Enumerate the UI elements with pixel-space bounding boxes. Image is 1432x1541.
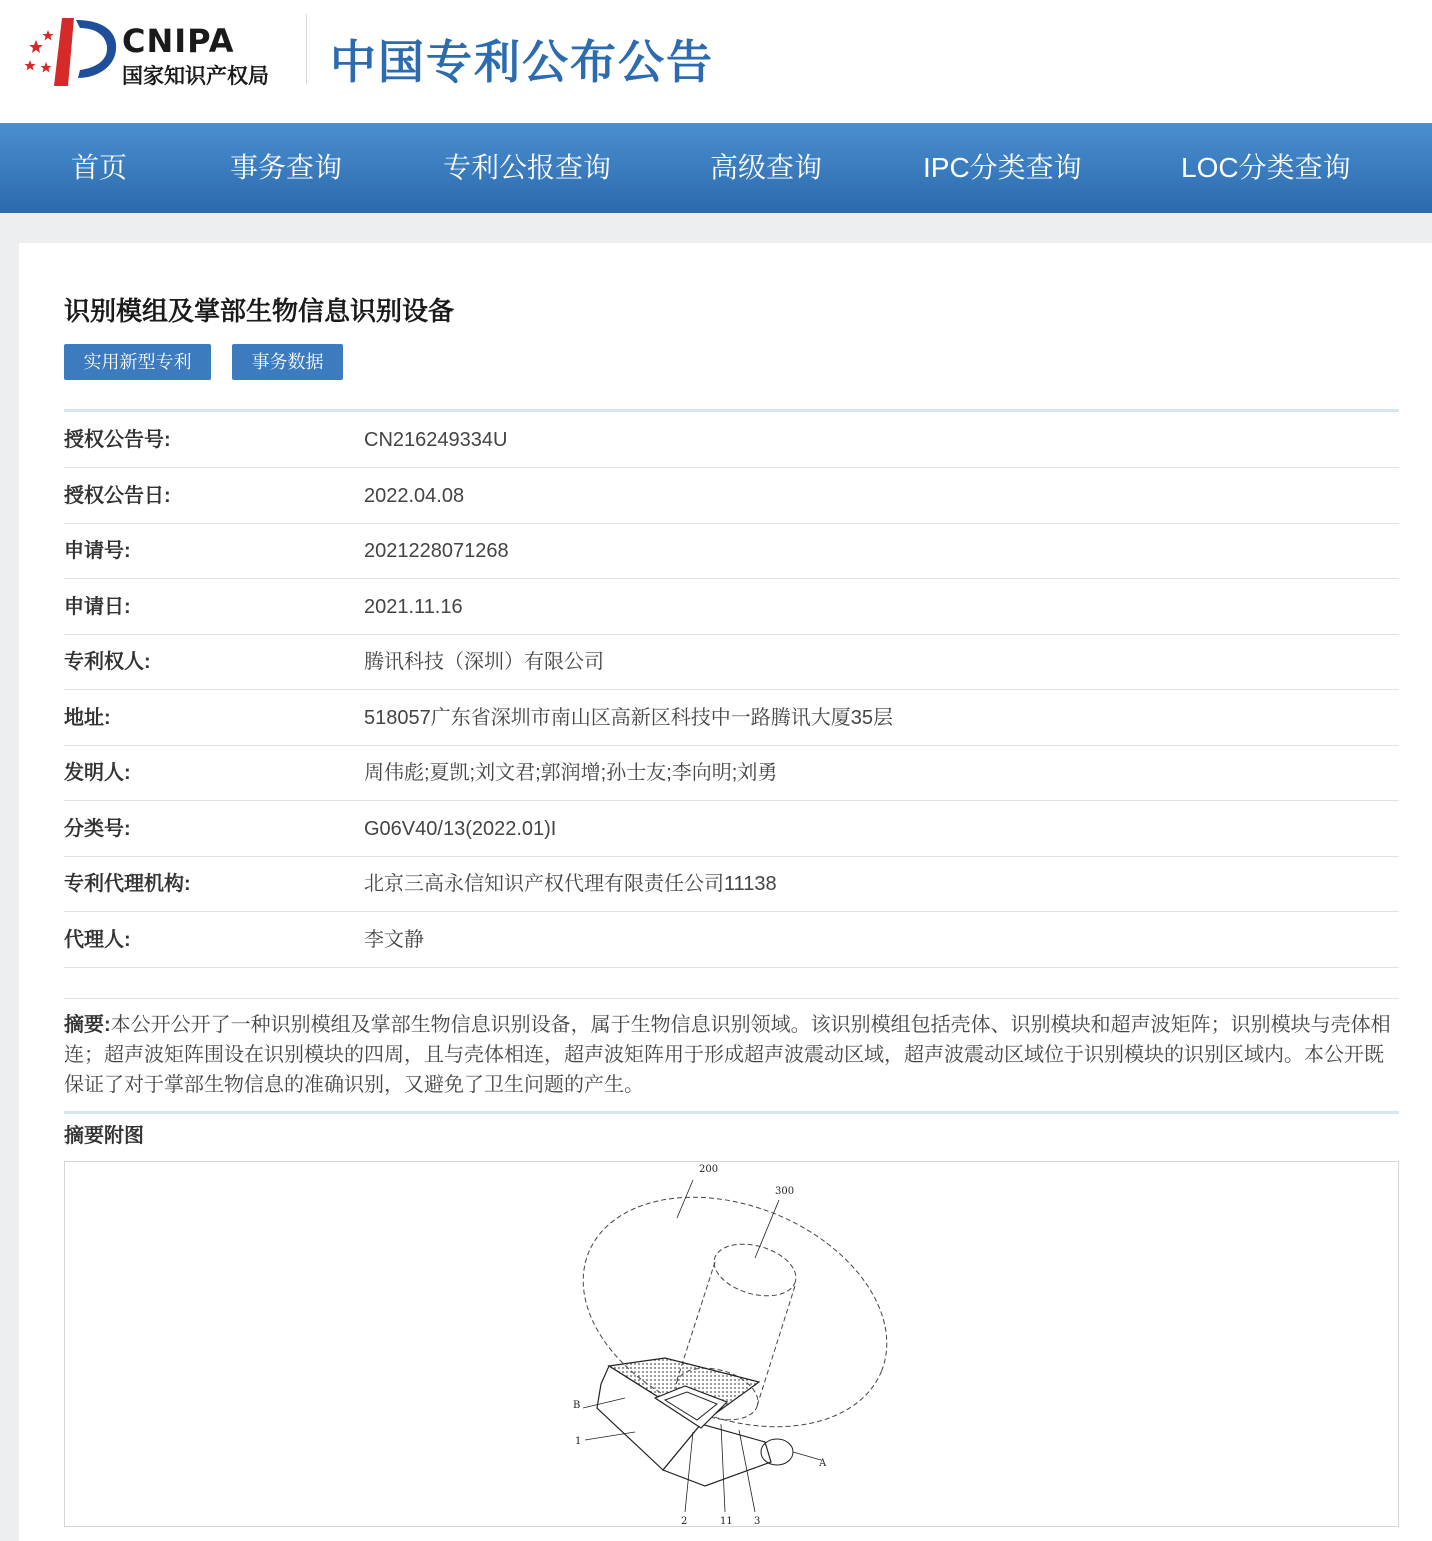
info-value: 腾讯科技（深圳）有限公司	[364, 651, 604, 673]
logo-english-name: CNIPA	[122, 22, 235, 60]
cnipa-emblem-icon	[22, 12, 122, 92]
info-label: 代理人:	[64, 929, 131, 951]
info-label: 地址:	[64, 707, 111, 729]
nav-item-affairs-query[interactable]: 事务查询	[230, 152, 343, 183]
site-title: 中国专利公布公告	[330, 36, 714, 88]
info-label: 申请日:	[64, 596, 131, 618]
info-value: 2021228071268	[364, 540, 509, 562]
abstract-top-rule	[64, 998, 1399, 999]
info-value: 周伟彪;夏凯;刘文君;郭润增;孙士友;李向明;刘勇	[364, 762, 778, 784]
drawing-vibration-region	[549, 1162, 921, 1469]
abstract-paragraph	[64, 1010, 1399, 1100]
nav-item-loc-query[interactable]: LOC分类查询	[1181, 152, 1351, 183]
info-row-application-date	[64, 579, 1399, 635]
info-label: 授权公告日:	[64, 485, 171, 507]
figure-label-200: 200	[699, 1164, 719, 1175]
abstract-label: 摘要:	[64, 1014, 111, 1036]
info-label: 专利代理机构:	[64, 873, 191, 895]
figure-label-2: 2	[681, 1516, 688, 1527]
info-row-agency	[64, 856, 1399, 912]
info-row-address	[64, 690, 1399, 746]
affairs-data-button[interactable]: 事务数据	[232, 344, 343, 380]
info-value: 2021.11.16	[364, 596, 463, 618]
info-row-agent	[64, 912, 1399, 968]
site-header	[0, 0, 1432, 123]
figure-label-300: 300	[775, 1186, 795, 1197]
logo-chinese-name: 国家知识产权局	[122, 63, 269, 88]
info-value: 北京三高永信知识产权代理有限责任公司11138	[364, 873, 777, 895]
nav-item-ipc-query[interactable]: IPC分类查询	[923, 152, 1082, 183]
patent-title: 识别模组及掌部生物信息识别设备	[64, 296, 455, 326]
info-row-classification	[64, 801, 1399, 857]
info-value: G06V40/13(2022.01)I	[364, 818, 557, 840]
info-row-grant-date	[64, 468, 1399, 524]
figure-label-11: 11	[720, 1516, 733, 1527]
figure-label-1: 1	[575, 1436, 582, 1447]
figure-label-A: A	[819, 1458, 827, 1469]
info-row-patentee	[64, 634, 1399, 690]
figure-label-B: B	[573, 1400, 581, 1411]
info-label: 授权公告号:	[64, 429, 171, 451]
figure-title: 摘要附图	[64, 1125, 144, 1147]
info-value: CN216249334U	[364, 429, 508, 451]
figure-top-rule	[64, 1111, 1399, 1114]
header-divider	[306, 14, 307, 84]
info-label: 发明人:	[64, 762, 131, 784]
info-value: 李文静	[364, 929, 424, 951]
drawing-cylinder-top	[708, 1235, 802, 1304]
info-value: 2022.04.08	[364, 485, 465, 507]
info-row-inventors	[64, 745, 1399, 801]
nav-item-gazette-query[interactable]: 专利公报查询	[443, 152, 612, 183]
patent-detail-card	[19, 243, 1432, 1541]
info-value: 518057广东省深圳市南山区高新区科技中一路腾讯大厦35层	[364, 707, 893, 729]
cnipa-logo[interactable]	[22, 12, 302, 92]
info-label: 专利权人:	[64, 651, 151, 673]
info-label: 分类号:	[64, 818, 131, 840]
figure-label-3: 3	[754, 1516, 761, 1527]
utility-model-tag-button[interactable]: 实用新型专利	[64, 344, 211, 380]
main-nav	[0, 123, 1432, 213]
patent-drawing	[65, 1162, 1399, 1527]
abstract-text: 本公开公开了一种识别模组及掌部生物信息识别设备，属于生物信息识别领域。该识别模组包括壳体、识别模块和超声波矩阵；识别模块与壳体相连；超声波矩阵围设在识别模块的四周，且与壳体相连，超声波矩阵用于形成超声波震动区域，超声波震动区域位于识别模块的识别区域内。本公开既保证了对于掌部生物信息的准确识别，又避免了卫生问题的产生。	[64, 1014, 1391, 1096]
nav-item-home[interactable]: 首页	[71, 152, 128, 183]
info-row-grant-number	[64, 412, 1399, 468]
nav-item-advanced-query[interactable]: 高级查询	[710, 152, 823, 183]
info-label: 申请号:	[64, 540, 131, 562]
abstract-figure	[64, 1161, 1399, 1527]
info-row-application-number	[64, 523, 1399, 579]
